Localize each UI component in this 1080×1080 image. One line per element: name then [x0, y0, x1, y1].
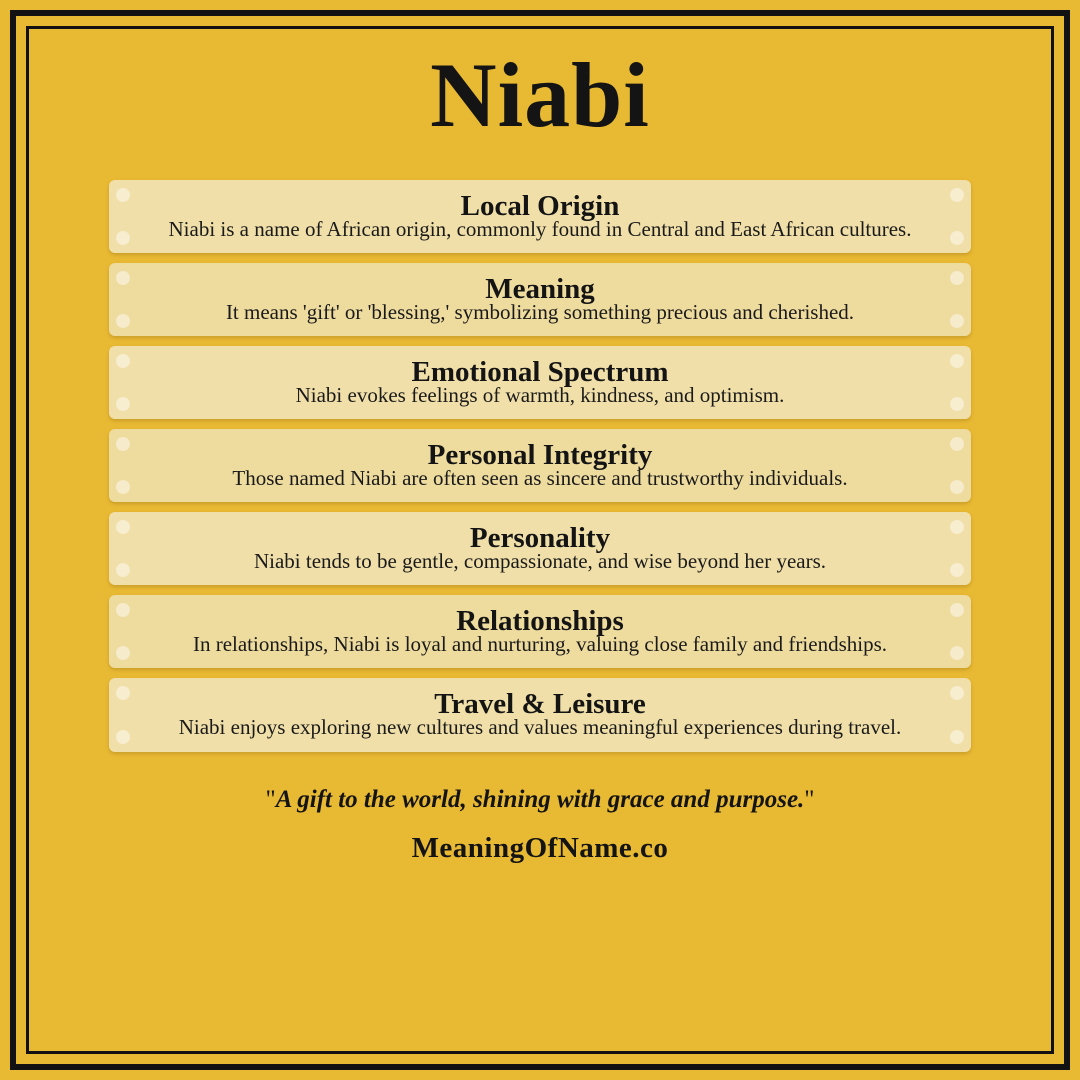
card-notch-icon [116, 603, 130, 617]
card-notch-icon [950, 480, 964, 494]
card-notch-icon [116, 480, 130, 494]
section-card-travel-leisure [109, 678, 971, 751]
section-card-personal-integrity [109, 429, 971, 502]
card-notch-icon [116, 231, 130, 245]
section-text: Niabi is a name of African origin, commonly found in Central and East African cultures. [168, 216, 912, 241]
card-notch-icon [116, 646, 130, 660]
section-card-relationships [109, 595, 971, 668]
section-title: Relationships [456, 605, 624, 638]
section-text: Niabi evokes feelings of warmth, kindness, and optimism. [295, 382, 785, 407]
card-notch-icon [116, 354, 130, 368]
section-card-emotional-spectrum [109, 346, 971, 419]
quote-body: A gift to the world, shining with grace and purpose. [275, 785, 805, 813]
section-title: Travel & Leisure [434, 688, 646, 721]
section-text: Niabi tends to be gentle, compassionate, and wise beyond her years. [253, 549, 827, 574]
card-notch-icon [950, 231, 964, 245]
card-notch-icon [950, 437, 964, 451]
card-notch-icon [116, 520, 130, 534]
card-notch-icon [116, 314, 130, 328]
section-title: Emotional Spectrum [411, 355, 669, 388]
card-notch-icon [950, 520, 964, 534]
section-title: Meaning [485, 272, 595, 305]
card-notch-icon [950, 314, 964, 328]
quote-close-mark: " [804, 785, 815, 813]
brand-name: MeaningOfName.co [411, 831, 669, 864]
card-notch-icon [116, 730, 130, 744]
section-title: Personality [469, 522, 611, 555]
section-card-local-origin [109, 180, 971, 253]
card-notch-icon [116, 271, 130, 285]
card-notch-icon [950, 686, 964, 700]
section-text: Niabi enjoys exploring new cultures and values meaningful experiences during travel. [178, 715, 902, 740]
card-notch-icon [950, 603, 964, 617]
card-notch-icon [116, 437, 130, 451]
quote-open-mark: " [265, 785, 276, 813]
card-notch-icon [116, 563, 130, 577]
card-notch-icon [950, 271, 964, 285]
poster-content [29, 29, 1051, 1051]
section-card-personality [109, 512, 971, 585]
page-title: Niabi [430, 44, 650, 146]
section-text: It means 'gift' or 'blessing,' symbolizing something precious and cherished. [225, 299, 855, 324]
section-text: Those named Niabi are often seen as sincere and trustworthy individuals. [232, 466, 848, 491]
section-card-list [109, 180, 971, 752]
card-notch-icon [116, 397, 130, 411]
tagline-quote [109, 786, 971, 814]
section-title: Personal Integrity [427, 439, 653, 472]
section-title: Local Origin [460, 189, 620, 222]
card-notch-icon [950, 730, 964, 744]
card-notch-icon [950, 397, 964, 411]
card-notch-icon [116, 188, 130, 202]
card-notch-icon [950, 354, 964, 368]
section-card-meaning [109, 263, 971, 336]
card-notch-icon [950, 563, 964, 577]
card-notch-icon [950, 646, 964, 660]
section-text: In relationships, Niabi is loyal and nurturing, valuing close family and friendships. [192, 632, 888, 657]
card-notch-icon [950, 188, 964, 202]
card-notch-icon [116, 686, 130, 700]
